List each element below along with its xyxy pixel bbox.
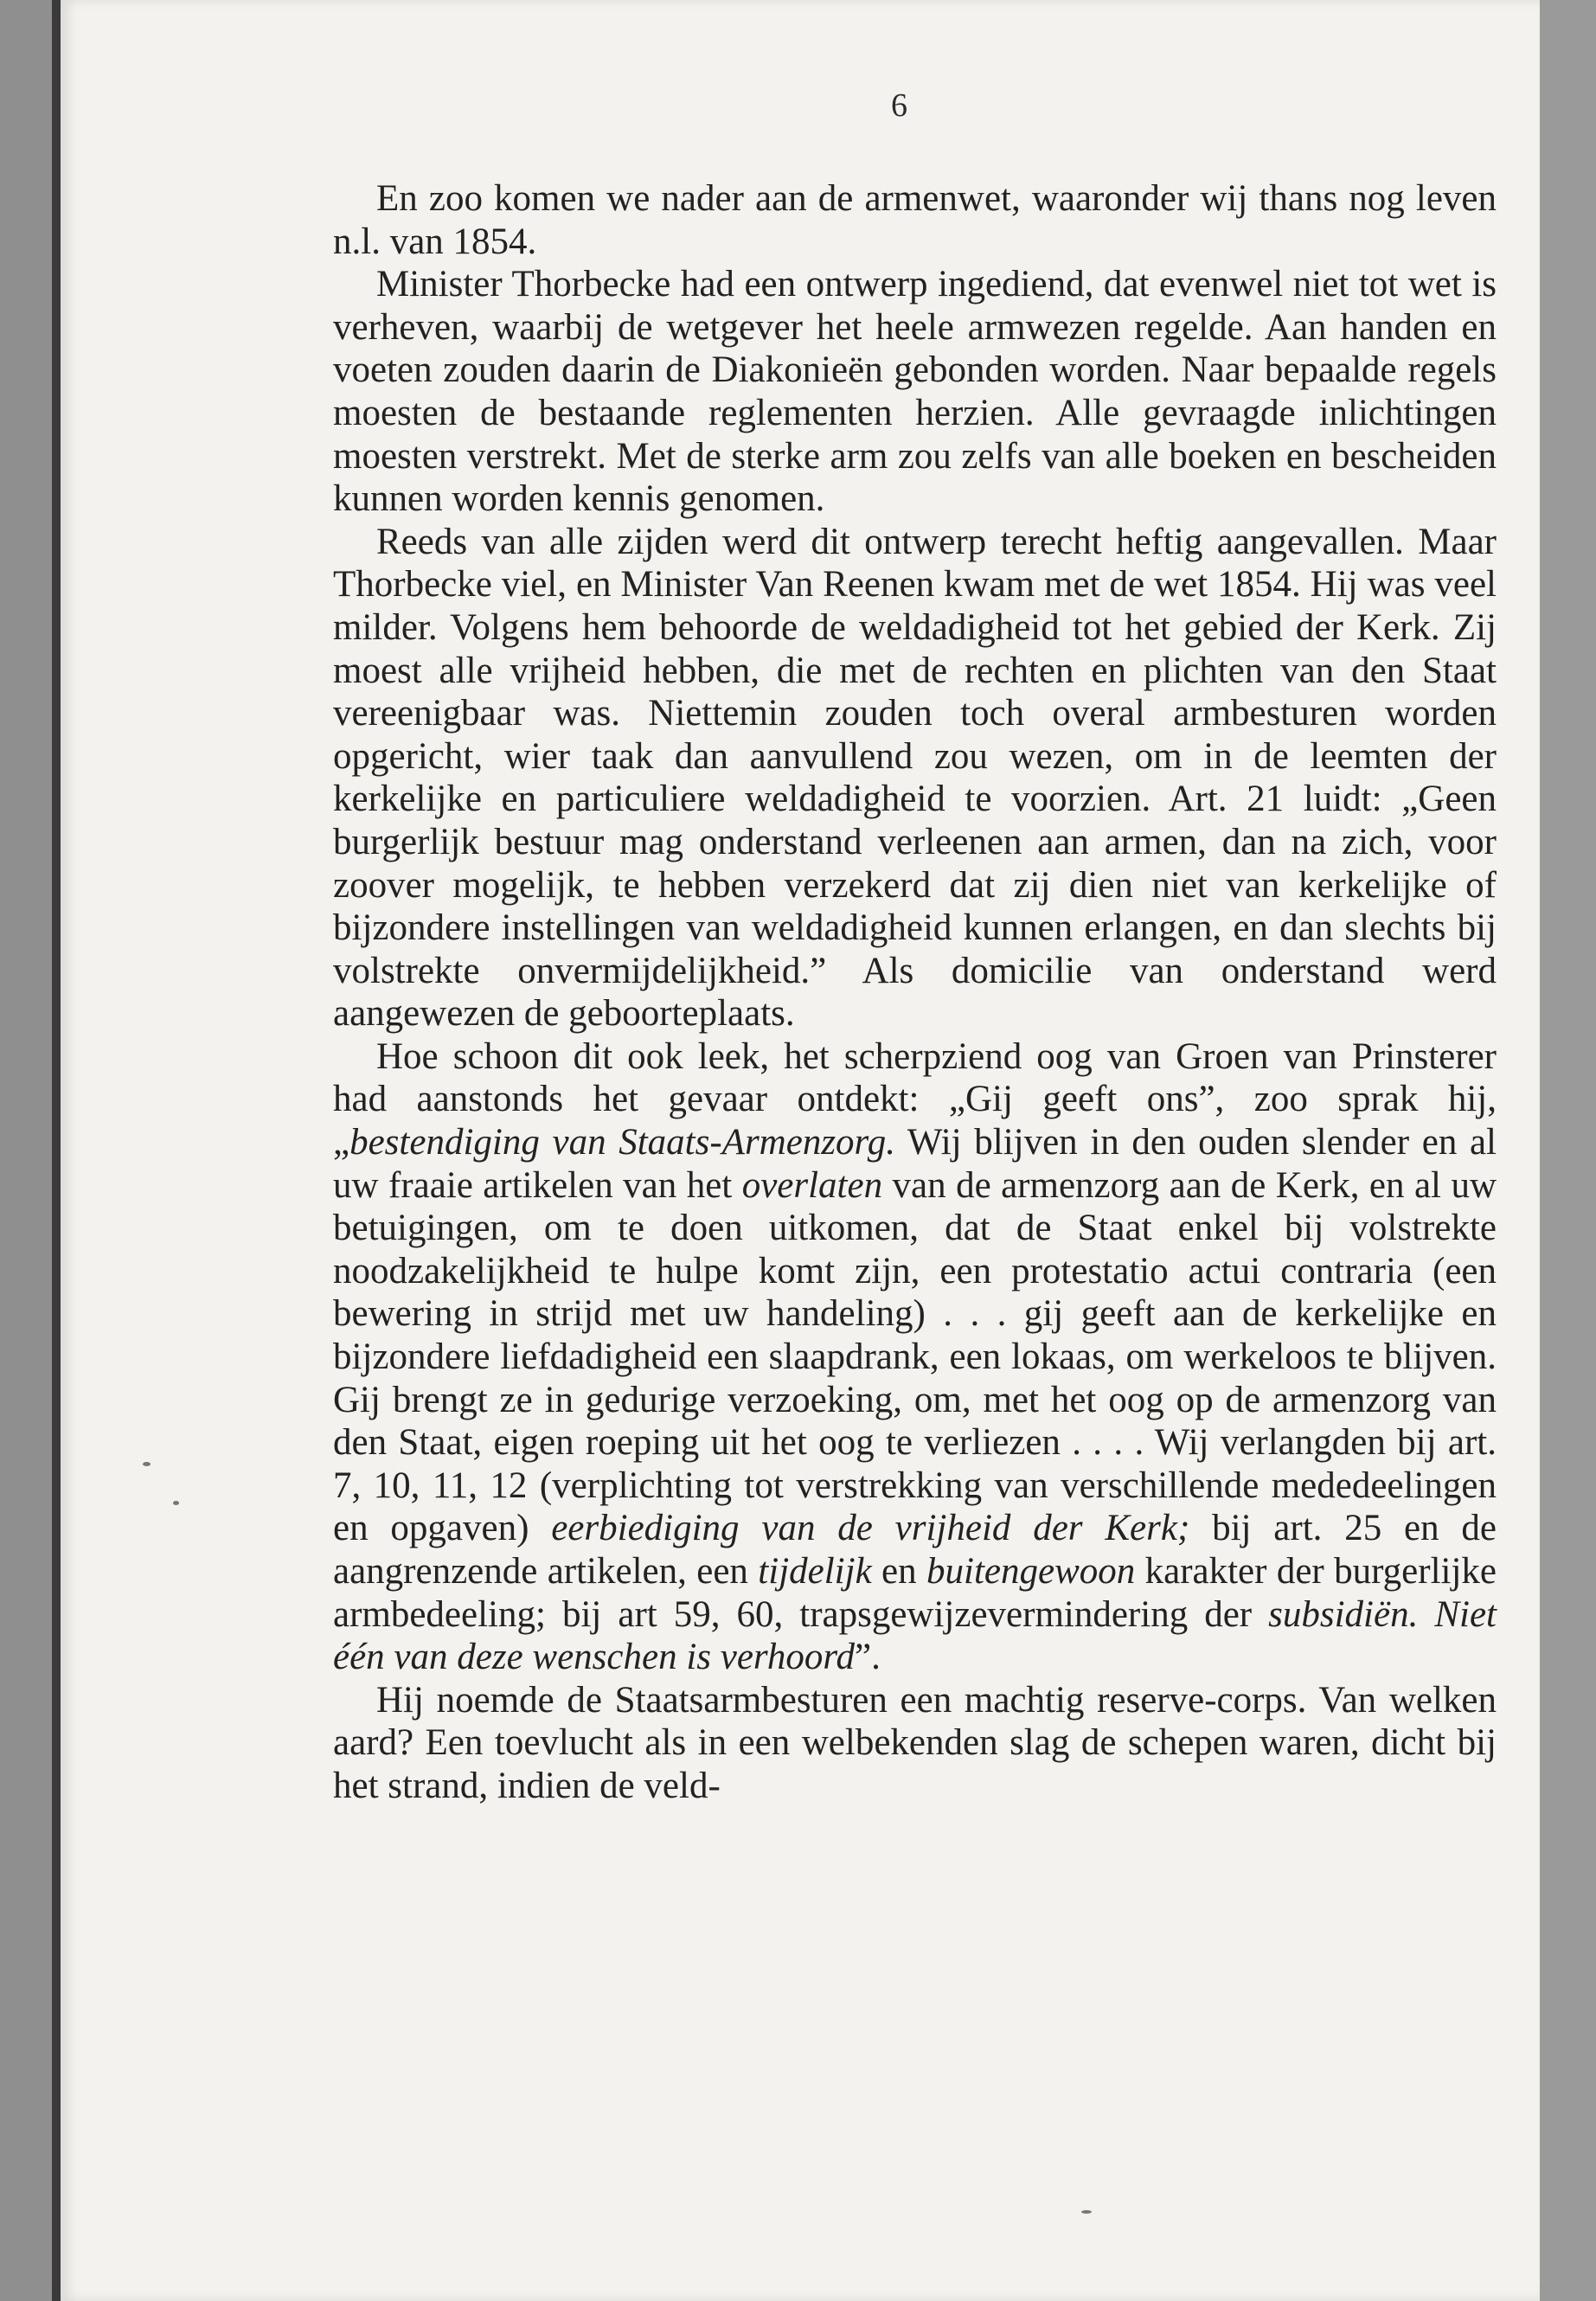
scan-margin	[1540, 0, 1596, 2301]
paragraph	[333, 1679, 1497, 1808]
text-run: en	[871, 1551, 926, 1592]
text-run: bij art. 25 en de aangrenzende artikelen, een	[333, 1508, 1497, 1592]
italic-text: eerbiediging van de vrijheid der Kerk;	[551, 1508, 1190, 1549]
paragraph	[333, 1035, 1497, 1679]
text-run: van de armenzorg aan de Kerk, en al uw betuigingen, om te doen uitkomen, dat de Staat enkel bij volstrekte noodzakelijkheid te hulpe komt zijn, een protestatio actui contraria (een bewering in strijd met uw handeling) . . . gij geeft aan de kerkelijke en bijzondere liefdadigheid een slaapdrank, een lokaas, om werkeloos te blijven. Gij brengt ze in gedurige verzoeking, om, met het oog op de armenzorg van den Staat, eigen roeping uit het oog te verliezen . . . . Wij verlangden bij art. 7, 10, 11, 12 (verplichting tot verstrekking van verschillende mededeelingen en opgaven)	[333, 1164, 1497, 1549]
italic-text: subsidiën. Niet één van deze wenschen is verhoord	[333, 1593, 1497, 1678]
text-run: Minister Thorbecke had een ontwerp ingediend, dat evenwel niet tot wet is verheven, waarbij de wetgever het heele armwezen regelde. Aan handen en voeten zouden daarin de Diakonieën gebonden worden. Naar bepaalde regels moesten de bestaande reglementen herzien. Alle gevraagde inlichtingen moesten verstrekt. Met de sterke arm zou zelfs van alle boeken en bescheiden kunnen worden kennis genomen.	[333, 264, 1497, 520]
paragraph	[333, 521, 1497, 1035]
text-run: Reeds van alle zijden werd dit ontwerp terecht heftig aangevallen. Maar Thorbecke viel, en Minister Van Reenen kwam met de wet 1854. Hij was veel milder. Volgens hem behoorde de weldadigheid tot het gebied der Kerk. Zij moest alle vrijheid hebben, die met de rechten en plichten van den Staat vereenigbaar was. Niettemin zouden toch overal armbesturen worden opgericht, wier taak dan aanvullend zou wezen, om in de leemten der kerkelijke en particuliere weldadigheid te voorzien. Art. 21 luidt: „Geen burgerlijk bestuur mag onderstand verleenen aan armen, dan na zich, voor zoover mogelijk, te hebben verzekerd dat zij dien niet van kerkelijke of bijzondere instellingen van weldadigheid kunnen erlangen, en dan slechts bij volstrekte onvermijdelijkheid.” Als domicilie van onderstand werd aangewezen de geboorteplaats.	[333, 521, 1497, 1035]
book-spine-shadow	[52, 0, 61, 2301]
paragraph	[333, 263, 1497, 521]
body-text	[333, 177, 1497, 1808]
page-number: 6	[891, 87, 907, 124]
paper-speck	[173, 1501, 179, 1505]
text-run: Hij noemde de Staatsarmbesturen een machtig reserve-corps. Van welken aard? Een toevlucht als in een welbekenden slag de schepen waren, dicht bij het strand, indien de veld-	[333, 1679, 1497, 1806]
text-run: ”.	[855, 1637, 881, 1678]
text-run: En zoo komen we nader aan de armenwet, waaronder wij thans nog leven n.l. van 1854.	[333, 178, 1497, 262]
italic-text: buitengewoon	[926, 1551, 1136, 1592]
italic-text: bestendiging van Staats-Armenzorg.	[349, 1122, 895, 1163]
paragraph	[333, 177, 1497, 263]
italic-text: overlaten	[741, 1164, 883, 1206]
text-run: Wij blijven in den ouden slender en al uw fraaie artikelen van het	[333, 1122, 1497, 1206]
italic-text: tijdelijk	[758, 1551, 872, 1592]
text-run: Hoe schoon dit ook leek, het scherpziend oog van Groen van Prinsterer had aanstonds het gevaar ontdekt: „Gij geeft ons”, zoo sprak hij, „	[333, 1035, 1497, 1163]
text-run: karakter der burgerlijke armbedeeling; bij art 59, 60, trapsgewijzevermindering der	[333, 1551, 1497, 1635]
paper-speck	[143, 1462, 151, 1466]
paper-speck	[1081, 2210, 1092, 2214]
